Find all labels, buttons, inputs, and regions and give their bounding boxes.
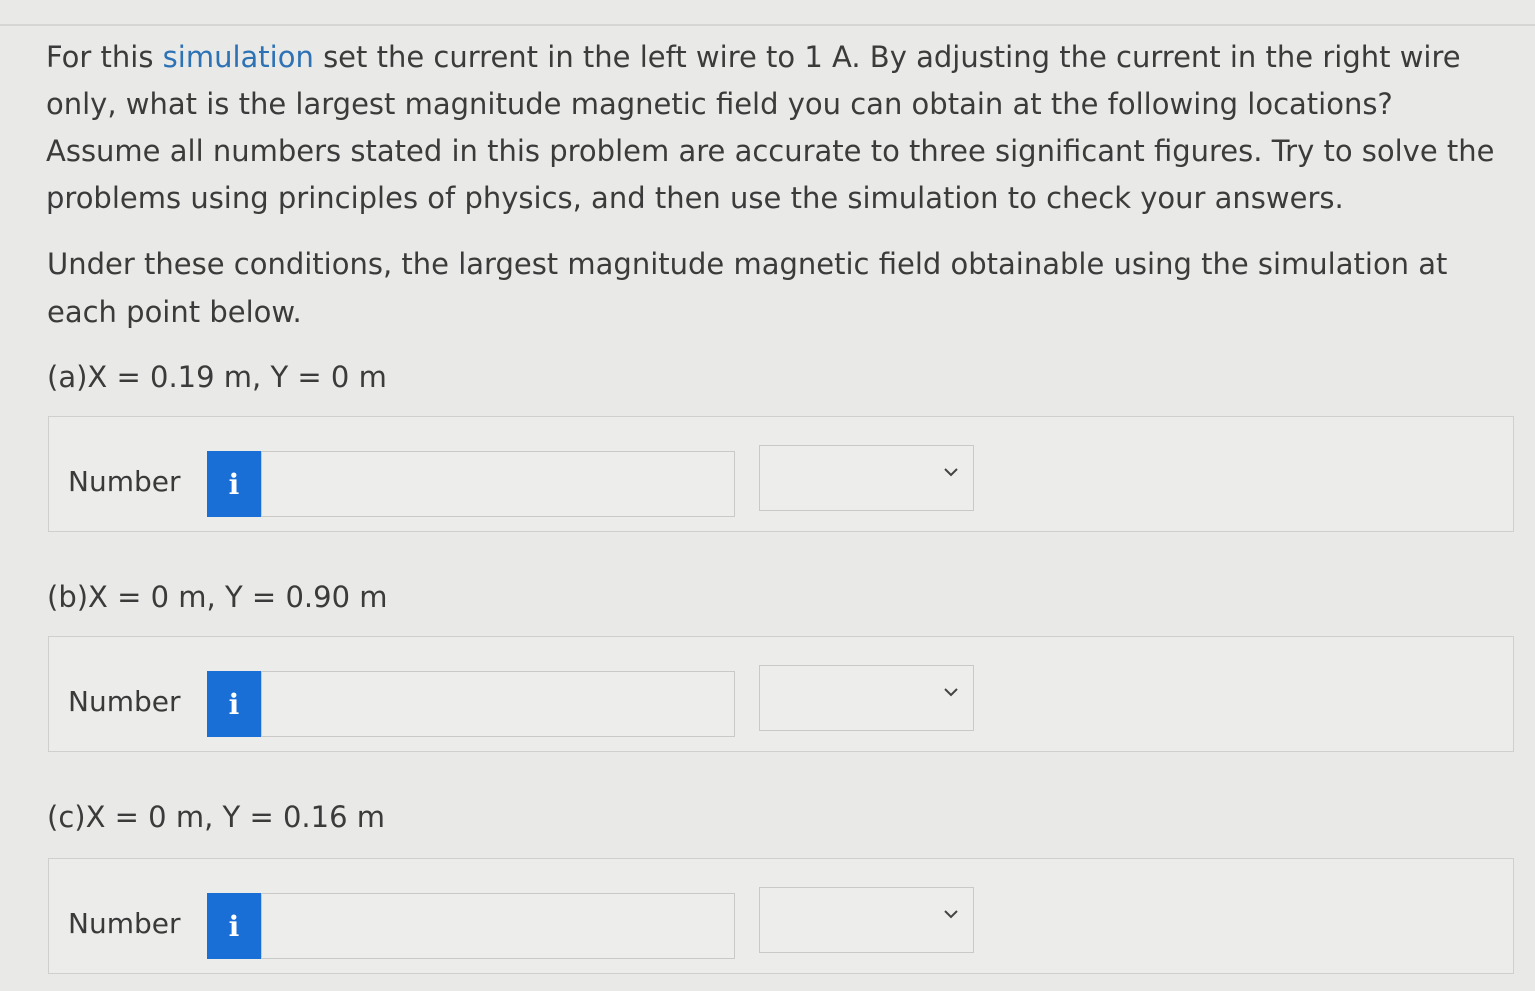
part-b-number-label: Number — [68, 685, 181, 718]
info-icon: i — [228, 467, 240, 501]
info-icon: i — [228, 687, 240, 721]
part-b-answer-box — [48, 636, 1514, 752]
part-c-answer-box — [48, 858, 1514, 974]
question-instructions: Under these conditions, the largest magnitude magnetic field obtainable using the simulation at each point below. — [47, 247, 1448, 329]
part-b-units-select[interactable] — [759, 665, 974, 731]
chevron-down-icon — [943, 684, 959, 700]
part-c-units-select[interactable] — [759, 887, 974, 953]
chevron-down-icon — [943, 906, 959, 922]
part-a-number-label: Number — [68, 465, 181, 498]
question-prompt — [46, 34, 1516, 222]
part-c-info-button[interactable] — [207, 893, 261, 959]
part-c-number-input[interactable] — [261, 893, 735, 959]
part-b-info-button[interactable] — [207, 671, 261, 737]
part-c-number-label: Number — [68, 907, 181, 940]
part-a-info-button[interactable] — [207, 451, 261, 517]
top-divider — [0, 24, 1535, 26]
part-a-number-input[interactable] — [261, 451, 735, 517]
part-a-answer-box — [48, 416, 1514, 532]
part-a-units-select[interactable] — [759, 445, 974, 511]
prompt-text-rest: set the current in the left wire to 1 A. By adjusting the current in the right wire only, what is the largest magnitude magnetic field you can obtain at the following locations? Assume all numbers stated in this problem are accurate to three significant figures. Try to solve the problems using principles of physics, and then use the simulation to check your answers. — [46, 40, 1495, 215]
prompt-text-start: For this — [46, 40, 163, 74]
simulation-link[interactable]: simulation — [162, 40, 314, 74]
chevron-down-icon — [943, 464, 959, 480]
info-icon: i — [228, 909, 240, 943]
part-a-label: (a)X = 0.19 m, Y = 0 m — [47, 360, 387, 394]
part-b-label: (b)X = 0 m, Y = 0.90 m — [47, 580, 388, 614]
part-c-label: (c)X = 0 m, Y = 0.16 m — [47, 800, 386, 834]
part-b-number-input[interactable] — [261, 671, 735, 737]
